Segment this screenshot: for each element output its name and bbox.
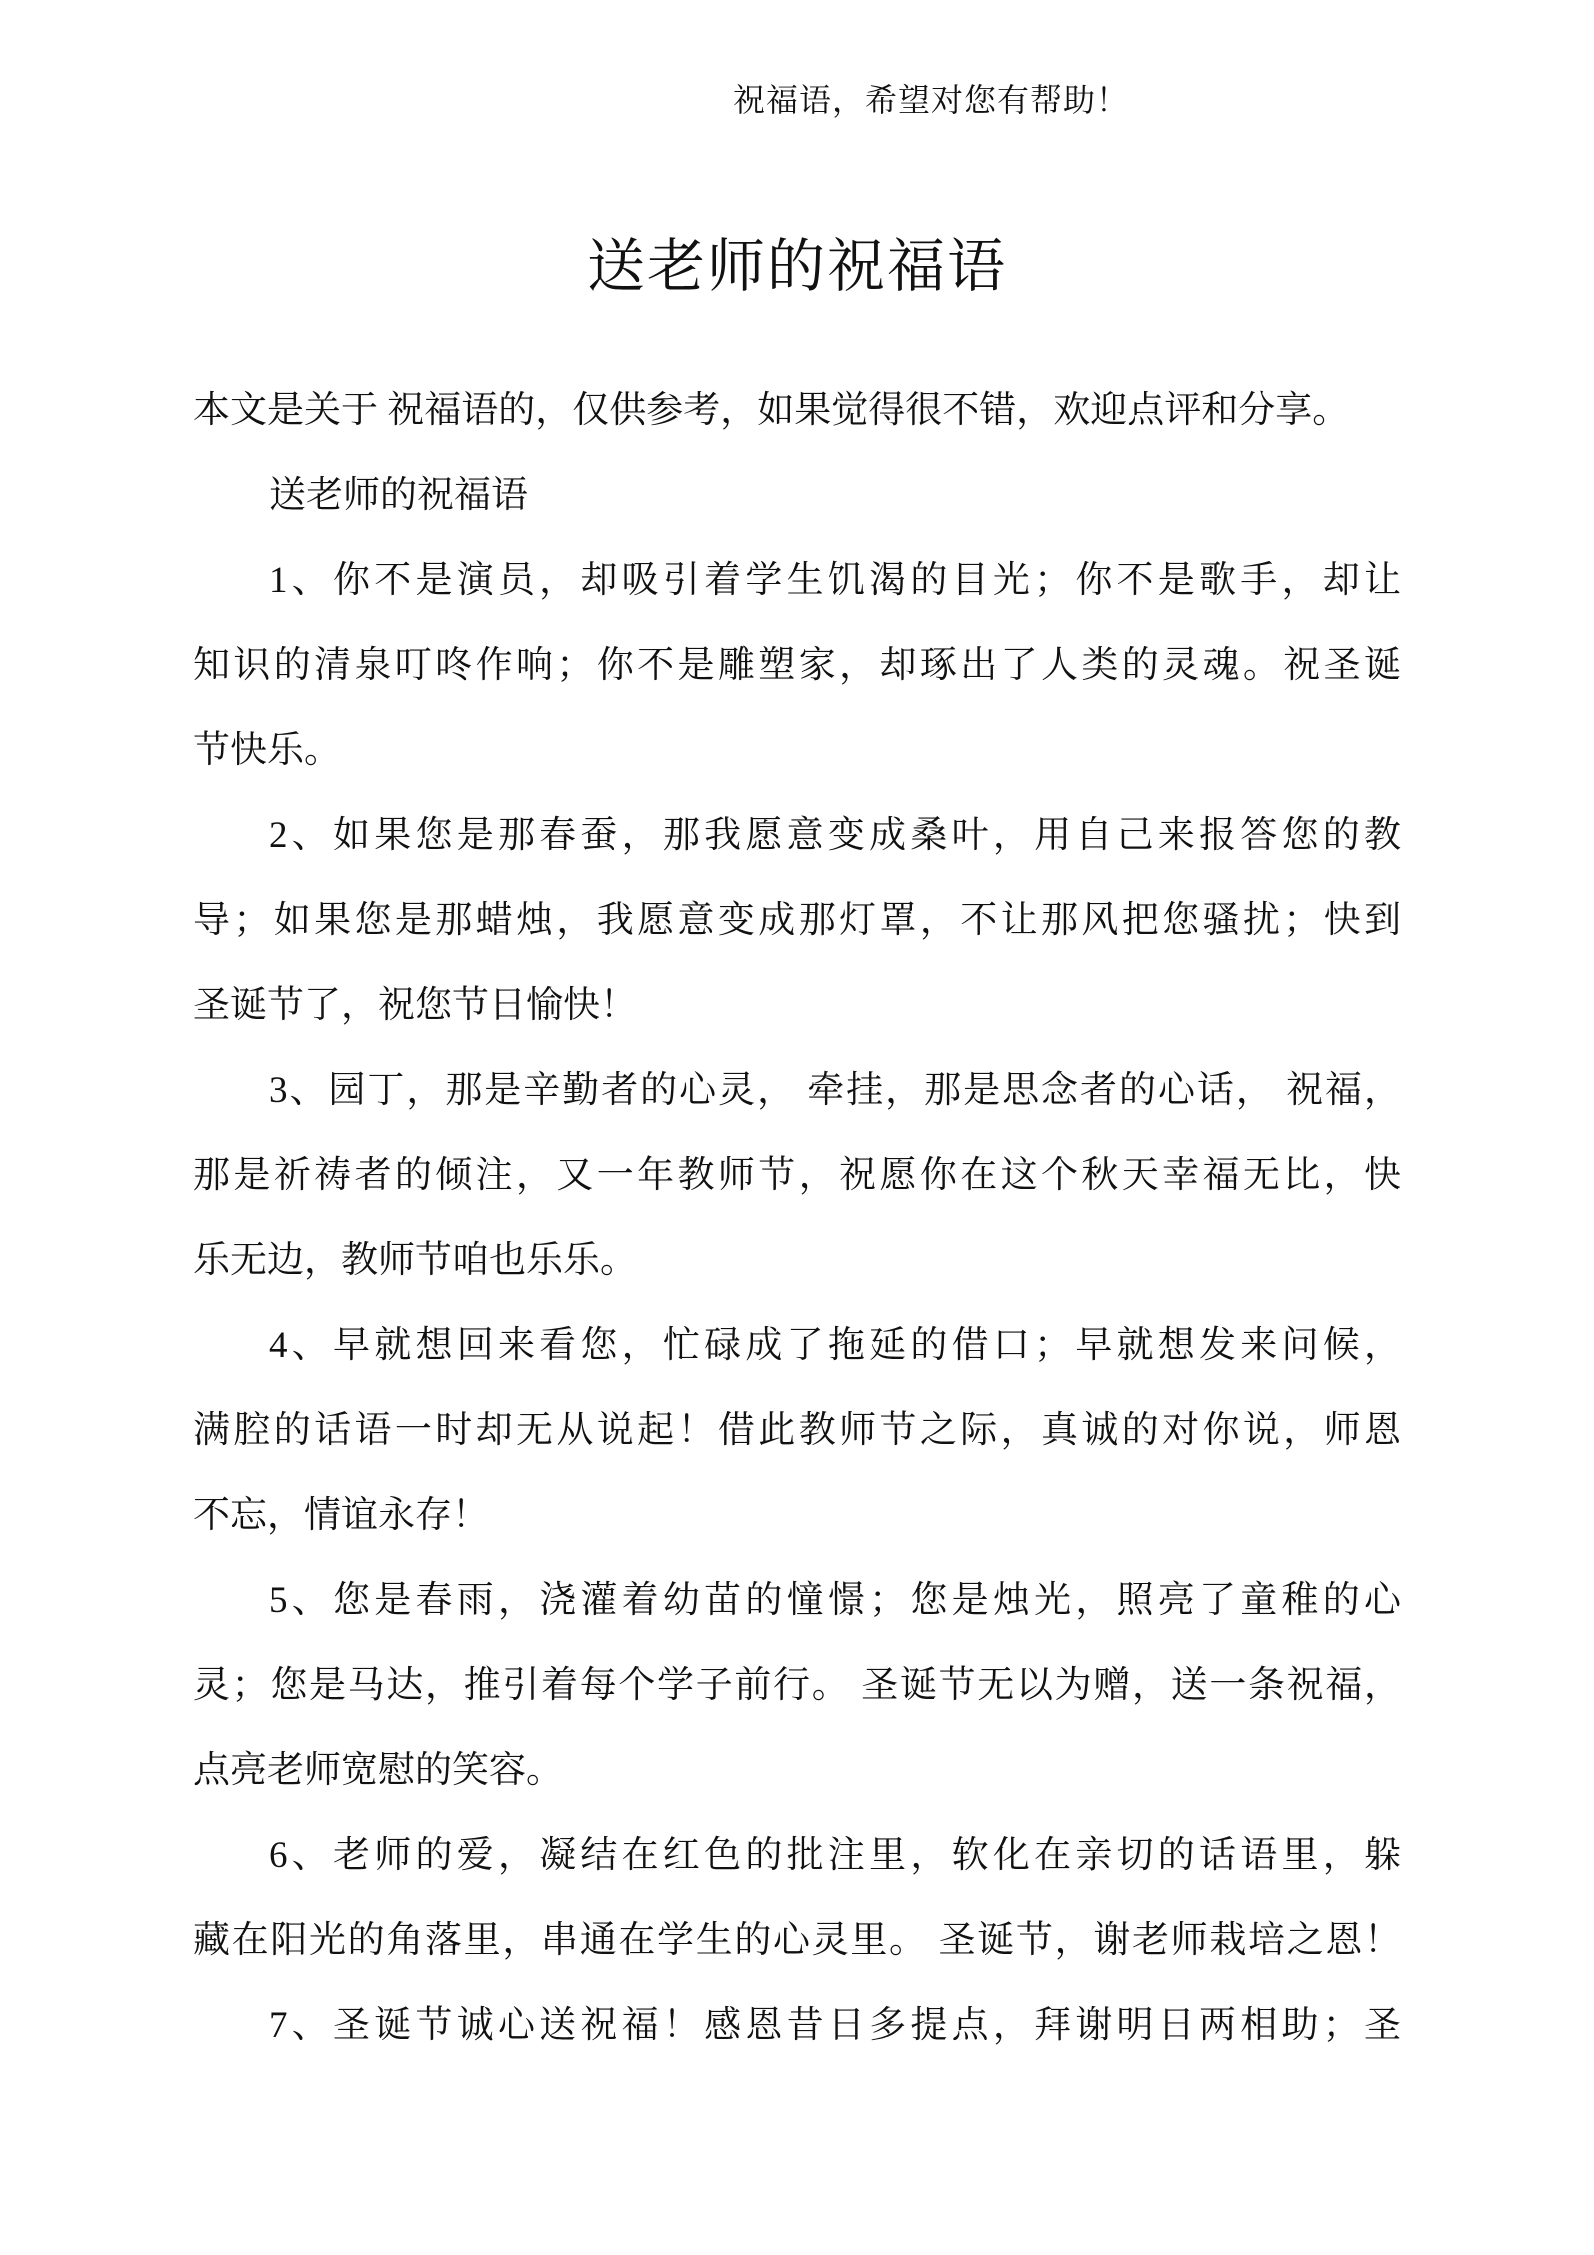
document-text-line: 7、圣诞节诚心送祝福！感恩昔日多提点，拜谢明日两相助；圣 (269, 2005, 1401, 2046)
document-text-line: 导；如果您是那蜡烛，我愿意变成那灯罩，不让那风把您骚扰；快到 (193, 900, 1401, 941)
document-text-line: 乐无边，教师节咱也乐乐。 (193, 1240, 637, 1281)
document-text-line: 送老师的祝福语 (269, 475, 528, 516)
document-text-line: 知识的清泉叮咚作响；你不是雕塑家，却琢出了人类的灵魂。祝圣诞 (193, 645, 1401, 686)
document-title: 送老师的祝福语 (586, 234, 1007, 299)
document-text-line: 灵；您是马达，推引着每个学子前行。 圣诞节无以为赠，送一条祝福， (193, 1665, 1401, 1706)
document-header-note: 祝福语，希望对您有帮助！ (733, 82, 1130, 118)
document-text-line: 圣诞节了，祝您节日愉快！ (193, 985, 637, 1026)
document-text-line: 不忘，情谊永存！ (193, 1495, 489, 1536)
document-text-line: 5、您是春雨，浇灌着幼苗的憧憬；您是烛光，照亮了童稚的心 (269, 1580, 1401, 1621)
document-text-line: 那是祈祷者的倾注，又一年教师节，祝愿你在这个秋天幸福无比，快 (193, 1155, 1401, 1196)
document-text-line: 本文是关于 祝福语的，仅供参考，如果觉得很不错，欢迎点评和分享。 (193, 390, 1350, 431)
document-text-line: 1、你不是演员，却吸引着学生饥渴的目光；你不是歌手，却让 (269, 560, 1401, 601)
document-text-line: 满腔的话语一时却无从说起！借此教师节之际，真诚的对你说，师恩 (193, 1410, 1401, 1451)
document-body (193, 368, 1401, 2068)
document-text-line: 3、园丁，那是辛勤者的心灵， 牵挂，那是思念者的心话， 祝福， (269, 1070, 1401, 1111)
document-text-line: 6、老师的爱，凝结在红色的批注里，软化在亲切的话语里，躲 (269, 1835, 1401, 1876)
document-text-line: 2、如果您是那春蚕，那我愿意变成桑叶，用自己来报答您的教 (269, 815, 1401, 856)
document-text-line: 4、早就想回来看您，忙碌成了拖延的借口；早就想发来问候， (269, 1325, 1401, 1366)
document-text-line: 点亮老师宽慰的笑容。 (193, 1750, 563, 1791)
document-text-line: 藏在阳光的角落里，串通在学生的心灵里。 圣诞节，谢老师栽培之恩！ (193, 1920, 1401, 1961)
document-text-line: 节快乐。 (193, 730, 341, 771)
